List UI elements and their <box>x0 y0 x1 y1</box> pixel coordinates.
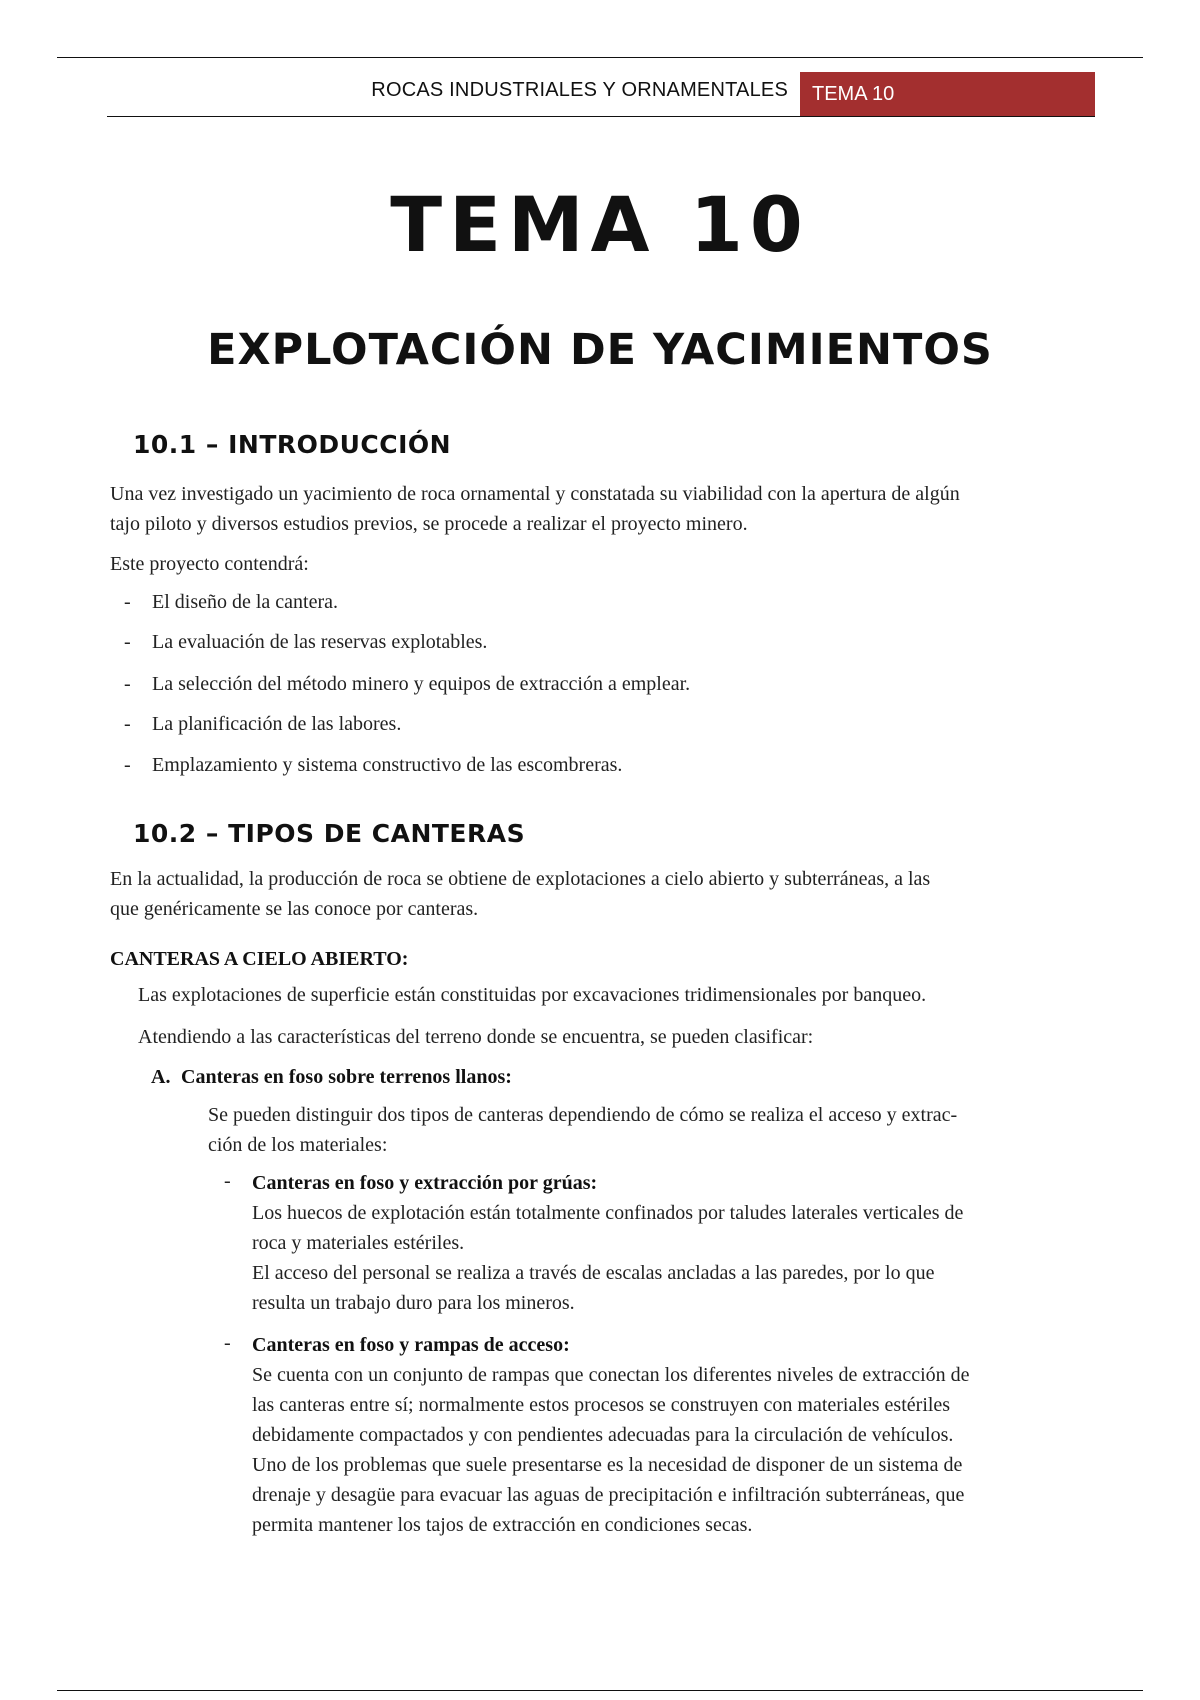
section-heading-tipos-de-canteras: 10.2 – TIPOS DE CANTERAS <box>133 819 526 848</box>
subitem-rampas-line: debidamente compactados y con pendientes adecuadas para la circulación de vehículos. <box>252 1424 954 1446</box>
subitem-rampas-line: permita mantener los tajos de extracción en condiciones secas. <box>252 1514 753 1536</box>
header-badge: TEMA 10 <box>800 72 1095 116</box>
bottom-rule <box>57 1690 1143 1691</box>
list-item: El diseño de la cantera. <box>152 591 339 613</box>
list-item: La planificación de las labores. <box>152 713 402 735</box>
subitem-gruas-line: Los huecos de explotación están totalmente confinados por taludes laterales verticales de <box>252 1202 964 1224</box>
list-bullet: - <box>124 673 131 695</box>
intro-paragraph-line-2: tajo piloto y diversos estudios previos, se procede a realizar el proyecto minero. <box>110 513 748 535</box>
list-item: La evaluación de las reservas explotables. <box>152 631 488 653</box>
list-a-title: Canteras en foso sobre terrenos llanos: <box>181 1066 512 1088</box>
list-bullet: - <box>124 591 131 613</box>
subitem-rampas-line: Uno de los problemas que suele presentarse es la necesidad de disponer de un sistema de <box>252 1454 963 1476</box>
tipos-paragraph-line-1: En la actualidad, la producción de roca se obtiene de explotaciones a cielo abierto y subterráneas, a las <box>110 868 931 890</box>
subitem-rampas-line: drenaje y desagüe para evacuar las aguas de precipitación e infiltración subterráneas, que <box>252 1484 965 1506</box>
list-bullet: - <box>224 1170 231 1192</box>
top-rule <box>57 57 1143 58</box>
list-bullet: - <box>224 1332 231 1354</box>
list-a-text-line-1: Se pueden distinguir dos tipos de canteras dependiendo de cómo se realiza el acceso y extrac- <box>208 1104 958 1126</box>
subitem-rampas-line: Se cuenta con un conjunto de rampas que conectan los diferentes niveles de extracción de <box>252 1364 970 1386</box>
cielo-abierto-paragraph-1: Las explotaciones de superficie están constituidas por excavaciones tridimensionales por banqueo. <box>138 984 927 1006</box>
header-title: ROCAS INDUSTRIALES Y ORNAMENTALES <box>371 79 788 101</box>
list-item: La selección del método minero y equipos de extracción a emplear. <box>152 673 691 695</box>
subitem-rampas-title: Canteras en foso y rampas de acceso: <box>252 1334 570 1356</box>
subitem-gruas-title: Canteras en foso y extracción por grúas: <box>252 1172 598 1194</box>
list-bullet: - <box>124 713 131 735</box>
list-bullet: - <box>124 631 131 653</box>
subitem-gruas-line: roca y materiales estériles. <box>252 1232 465 1254</box>
cielo-abierto-paragraph-2: Atendiendo a las características del terreno donde se encuentra, se pueden clasificar: <box>138 1026 814 1048</box>
subitem-gruas-line: El acceso del personal se realiza a través de escalas ancladas a las paredes, por lo que <box>252 1262 935 1284</box>
page-title: TEMA 10 <box>390 180 810 269</box>
list-a-text-line-2: ción de los materiales: <box>208 1134 388 1156</box>
subitem-rampas-line: las canteras entre sí; normalmente estos procesos se construyen con materiales estériles <box>252 1394 951 1416</box>
list-bullet: - <box>124 754 131 776</box>
list-item: Emplazamiento y sistema constructivo de las escombreras. <box>152 754 623 776</box>
subitem-gruas-line: resulta un trabajo duro para los mineros. <box>252 1292 575 1314</box>
tipos-paragraph-line-2: que genéricamente se las conoce por canteras. <box>110 898 479 920</box>
intro-paragraph-2: Este proyecto contendrá: <box>110 553 309 575</box>
subheading-cielo-abierto: CANTERAS A CIELO ABIERTO: <box>110 948 409 970</box>
intro-paragraph-line-1: Una vez investigado un yacimiento de roca ornamental y constatada su viabilidad con la apertura de algún <box>110 483 960 505</box>
page-subtitle: EXPLOTACIÓN DE YACIMIENTOS <box>207 325 993 375</box>
list-a-label: A. <box>151 1066 171 1088</box>
header-underline <box>107 116 1095 117</box>
section-heading-introduccion: 10.1 – INTRODUCCIÓN <box>133 430 452 459</box>
